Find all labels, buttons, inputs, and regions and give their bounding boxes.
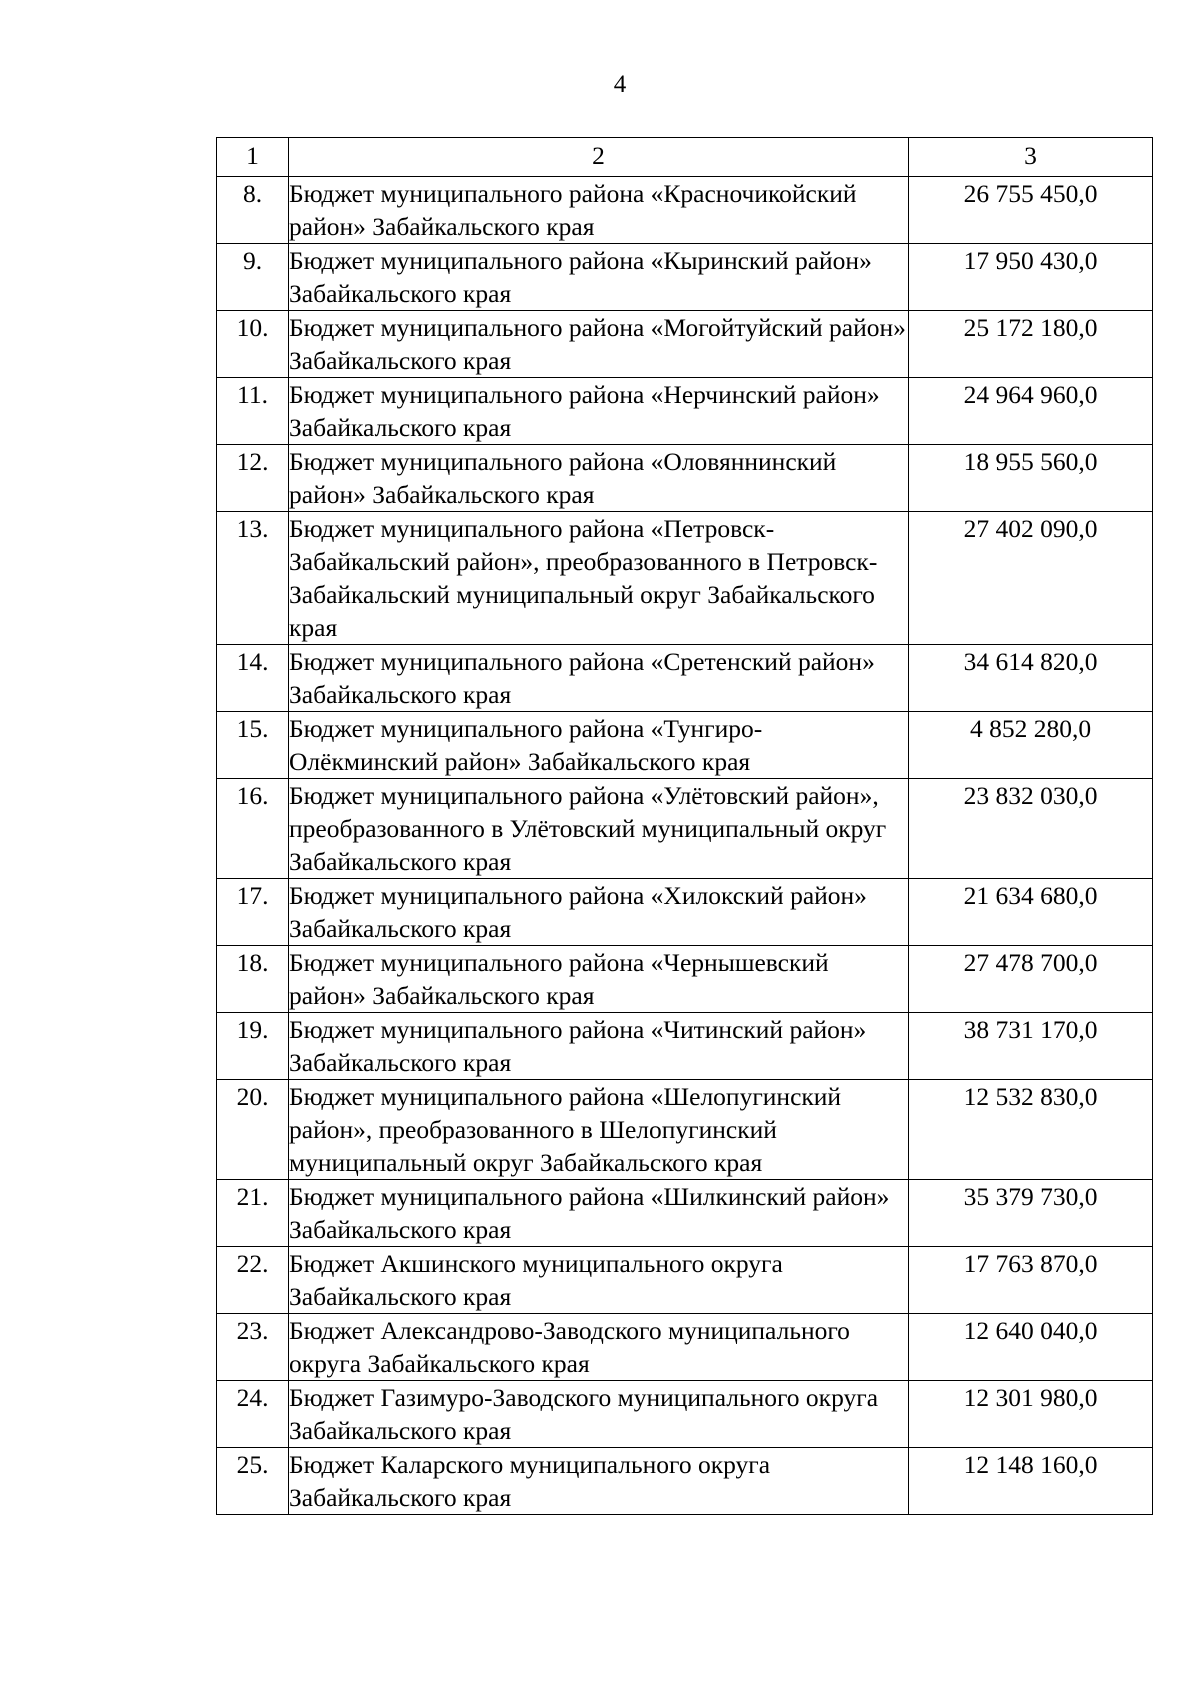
row-number: 14. — [217, 645, 289, 712]
budget-name: Бюджет муниципального района «Красночикойский район» Забайкальского края — [289, 177, 909, 244]
row-number: 16. — [217, 779, 289, 879]
budget-name: Бюджет муниципального района «Читинский район» Забайкальского края — [289, 1013, 909, 1080]
budget-name: Бюджет Акшинского муниципального округа Забайкальского края — [289, 1247, 909, 1314]
budget-name: Бюджет муниципального района «Оловяннинский район» Забайкальского края — [289, 445, 909, 512]
page-number: 4 — [613, 71, 627, 98]
budget-amount: 38 731 170,0 — [909, 1013, 1153, 1080]
budget-amount: 26 755 450,0 — [909, 177, 1153, 244]
table-row — [217, 244, 1153, 311]
row-number: 17. — [217, 879, 289, 946]
row-number: 10. — [217, 311, 289, 378]
budget-name: Бюджет Газимуро-Заводского муниципального округа Забайкальского края — [289, 1381, 909, 1448]
budget-amount: 27 478 700,0 — [909, 946, 1153, 1013]
row-number: 13. — [217, 512, 289, 645]
table-row — [217, 879, 1153, 946]
budget-amount: 12 148 160,0 — [909, 1448, 1153, 1515]
table-row — [217, 1448, 1153, 1515]
table-row — [217, 1180, 1153, 1247]
row-number: 20. — [217, 1080, 289, 1180]
row-number: 8. — [217, 177, 289, 244]
table-row — [217, 1247, 1153, 1314]
row-number: 12. — [217, 445, 289, 512]
budget-amount: 12 640 040,0 — [909, 1314, 1153, 1381]
table-row — [217, 712, 1153, 779]
row-number: 21. — [217, 1180, 289, 1247]
row-number: 11. — [217, 378, 289, 445]
budget-name: Бюджет Александрово-Заводского муниципального округа Забайкальского края — [289, 1314, 909, 1381]
row-number: 22. — [217, 1247, 289, 1314]
row-number: 15. — [217, 712, 289, 779]
row-number: 25. — [217, 1448, 289, 1515]
budget-amount: 25 172 180,0 — [909, 311, 1153, 378]
budget-name: Бюджет муниципального района «Шелопугинский район», преобразованного в Шелопугинский муниципальный округ Забайкальского края — [289, 1080, 909, 1180]
table-row — [217, 512, 1153, 645]
budget-amount: 17 763 870,0 — [909, 1247, 1153, 1314]
budget-amount: 21 634 680,0 — [909, 879, 1153, 946]
column-header-name: 2 — [289, 138, 909, 177]
table-row — [217, 177, 1153, 244]
budget-amount: 27 402 090,0 — [909, 512, 1153, 645]
table-row — [217, 946, 1153, 1013]
row-number: 23. — [217, 1314, 289, 1381]
budget-name: Бюджет муниципального района «Могойтуйский район» Забайкальского края — [289, 311, 909, 378]
budget-amount: 12 301 980,0 — [909, 1381, 1153, 1448]
budget-name: Бюджет муниципального района «Шилкинский район» Забайкальского края — [289, 1180, 909, 1247]
budget-amount: 34 614 820,0 — [909, 645, 1153, 712]
budget-amount: 18 955 560,0 — [909, 445, 1153, 512]
budget-amount: 23 832 030,0 — [909, 779, 1153, 879]
budget-name: Бюджет муниципального района «Улётовский район», преобразованного в Улётовский муниципальный округ Забайкальского края — [289, 779, 909, 879]
budget-amount: 35 379 730,0 — [909, 1180, 1153, 1247]
table-row — [217, 378, 1153, 445]
column-header-number: 1 — [217, 138, 289, 177]
table-body — [217, 177, 1153, 1515]
budget-amount: 17 950 430,0 — [909, 244, 1153, 311]
table-row — [217, 445, 1153, 512]
budget-amount: 12 532 830,0 — [909, 1080, 1153, 1180]
budget-name: Бюджет муниципального района «Нерчинский район» Забайкальского края — [289, 378, 909, 445]
budget-name: Бюджет муниципального района «Кыринский район» Забайкальского края — [289, 244, 909, 311]
budget-amount: 24 964 960,0 — [909, 378, 1153, 445]
budget-name: Бюджет муниципального района «Петровск-Забайкальский район», преобразованного в Петровск-Забайкальский муниципальный округ Забайкальского края — [289, 512, 909, 645]
budget-name: Бюджет муниципального района «Хилокский район» Забайкальского края — [289, 879, 909, 946]
table-row — [217, 1381, 1153, 1448]
row-number: 24. — [217, 1381, 289, 1448]
budget-amount: 4 852 280,0 — [909, 712, 1153, 779]
table-row — [217, 779, 1153, 879]
budget-name: Бюджет Каларского муниципального округа Забайкальского края — [289, 1448, 909, 1515]
table-row — [217, 1080, 1153, 1180]
column-header-amount: 3 — [909, 138, 1153, 177]
budget-name: Бюджет муниципального района «Тунгиро-Олёкминский район» Забайкальского края — [289, 712, 909, 779]
row-number: 18. — [217, 946, 289, 1013]
budget-allocation-table — [216, 137, 1153, 1515]
table-row — [217, 1314, 1153, 1381]
table-header-row — [217, 138, 1153, 177]
budget-name: Бюджет муниципального района «Чернышевский район» Забайкальского края — [289, 946, 909, 1013]
table-row — [217, 645, 1153, 712]
table-row — [217, 311, 1153, 378]
row-number: 9. — [217, 244, 289, 311]
budget-name: Бюджет муниципального района «Сретенский район» Забайкальского края — [289, 645, 909, 712]
table-row — [217, 1013, 1153, 1080]
row-number: 19. — [217, 1013, 289, 1080]
